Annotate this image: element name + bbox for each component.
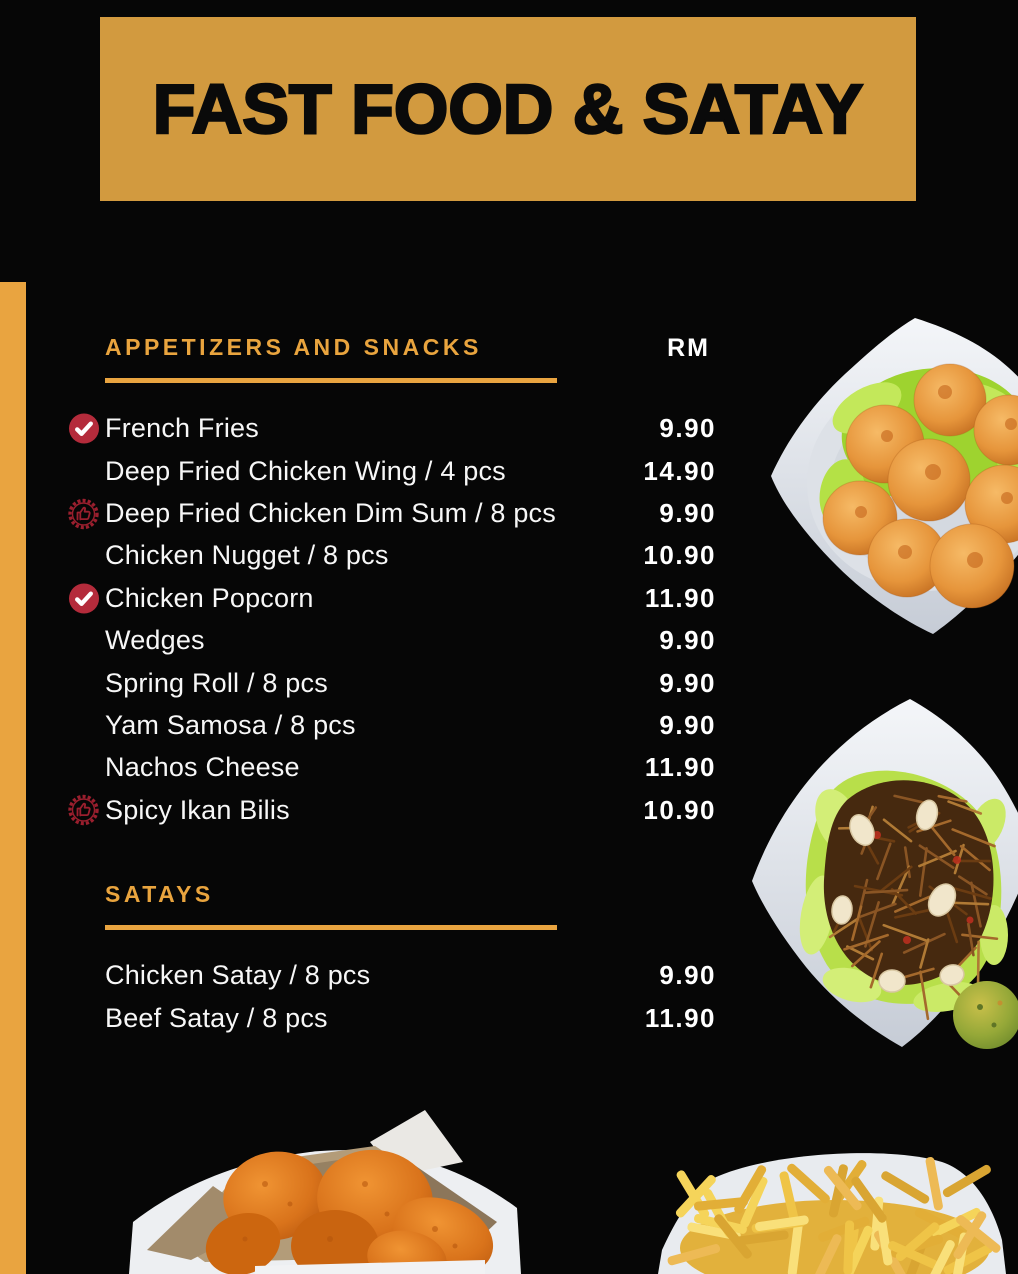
badge-slot	[67, 794, 100, 827]
thumbs-up-seal-icon	[67, 794, 100, 827]
badge-slot	[67, 582, 100, 615]
menu-item-row	[105, 789, 716, 831]
calamansi-lime	[953, 981, 1018, 1049]
section-underline	[105, 925, 557, 930]
menu-item-row	[105, 704, 716, 746]
badge-slot	[67, 539, 100, 572]
menu-item-price: 11.90	[644, 1002, 716, 1033]
photo-chicken-nuggets	[125, 1104, 525, 1274]
check-circle-icon	[68, 413, 100, 445]
menu-item-price: 9.90	[659, 498, 716, 529]
menu-item-name: Chicken Nugget / 8 pcs	[105, 540, 389, 571]
check-circle-icon	[68, 582, 100, 614]
menu-item-price: 14.90	[643, 455, 716, 486]
menu-section	[105, 334, 716, 832]
currency-header: RM	[667, 334, 710, 362]
menu-item-price: 9.90	[659, 667, 716, 698]
thumbs-up-seal-icon	[67, 497, 100, 530]
menu-item-price: 11.90	[644, 582, 716, 613]
menu-item-price: 10.90	[643, 794, 716, 825]
badge-slot	[67, 1002, 100, 1035]
menu-item-row	[105, 492, 716, 534]
menu-item-price: 9.90	[659, 960, 716, 991]
menu-item-price: 9.90	[659, 710, 716, 741]
badge-slot	[67, 959, 100, 992]
photo-french-fries	[650, 1118, 1018, 1274]
page-title: FAST FOOD & SATAY	[152, 70, 864, 148]
menu-item-name: Deep Fried Chicken Wing / 4 pcs	[105, 455, 506, 486]
badge-slot	[67, 709, 100, 742]
badge-slot	[67, 667, 100, 700]
menu-item-row	[105, 997, 716, 1039]
badge-slot	[67, 497, 100, 530]
badge-slot	[67, 412, 100, 445]
menu-item-row	[105, 747, 716, 789]
menu-item-price: 9.90	[659, 413, 716, 444]
menu-item-name: Spring Roll / 8 pcs	[105, 667, 328, 698]
badge-slot	[67, 751, 100, 784]
section-underline	[105, 378, 557, 383]
menu-item-name: Nachos Cheese	[105, 752, 300, 783]
menu-item-row	[105, 535, 716, 577]
photo-fried-chicken-dim-sum	[757, 308, 1018, 638]
title-banner	[100, 17, 916, 201]
menu-item-price: 11.90	[644, 752, 716, 783]
menu-item-row	[105, 620, 716, 662]
menu-item-name: Chicken Satay / 8 pcs	[105, 960, 371, 991]
menu-item-name: Beef Satay / 8 pcs	[105, 1002, 328, 1033]
menu-item-rows	[105, 408, 716, 832]
left-accent-bar	[0, 282, 26, 1274]
menu-item-name: Wedges	[105, 625, 205, 656]
menu-item-price: 9.90	[659, 625, 716, 656]
section-heading: APPETIZERS AND SNACKS	[105, 334, 482, 360]
menu-item-price: 10.90	[643, 540, 716, 571]
menu-item-row	[105, 450, 716, 492]
menu-item-name: Deep Fried Chicken Dim Sum / 8 pcs	[105, 498, 556, 529]
menu-item-name: Chicken Popcorn	[105, 582, 314, 613]
menu-item-row	[105, 577, 716, 619]
menu-item-name: French Fries	[105, 413, 259, 444]
menu-item-row	[105, 955, 716, 997]
menu-item-row	[105, 408, 716, 450]
badge-slot	[67, 624, 100, 657]
menu-item-rows	[105, 955, 716, 1040]
menu-item-name: Yam Samosa / 8 pcs	[105, 710, 356, 741]
menu-section	[105, 881, 716, 1039]
menu-item-name: Spicy Ikan Bilis	[105, 794, 290, 825]
menu-item-row	[105, 662, 716, 704]
badge-slot	[67, 455, 100, 488]
photo-spicy-ikan-bilis	[742, 685, 1018, 1070]
section-heading: SATAYS	[105, 881, 214, 907]
